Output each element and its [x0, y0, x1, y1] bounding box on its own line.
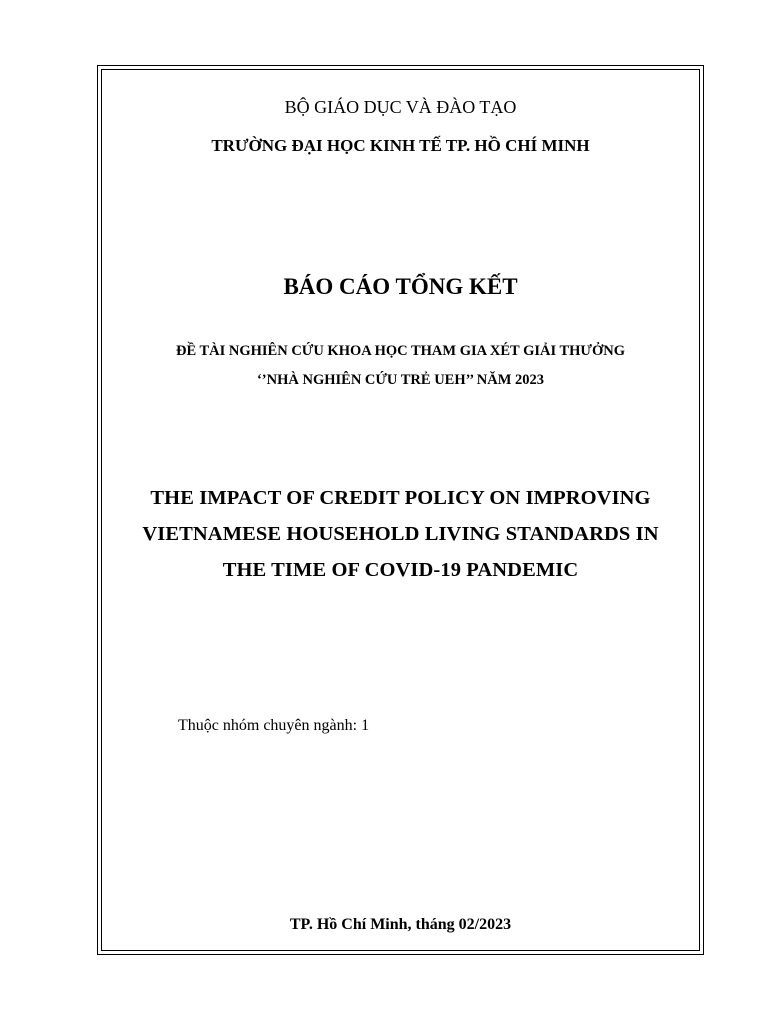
research-title-line-2: VIETNAMESE HOUSEHOLD LIVING STANDARDS IN: [142, 523, 659, 545]
research-title: [101, 480, 700, 588]
subtitle-line-2: ‘’NHÀ NGHIÊN CỨU TRẺ UEH’’ NĂM 2023: [256, 372, 545, 388]
report-subtitle: [101, 337, 700, 395]
specialty-group: Thuộc nhóm chuyên ngành: 1: [178, 717, 370, 734]
ministry-name: BỘ GIÁO DỤC VÀ ĐÀO TẠO: [284, 97, 517, 117]
report-title: BÁO CÁO TỔNG KẾT: [283, 274, 518, 299]
research-title-line-1: THE IMPACT OF CREDIT POLICY ON IMPROVING: [150, 487, 651, 509]
place-date: TP. Hồ Chí Minh, tháng 02/2023: [289, 916, 512, 933]
subtitle-line-1: ĐỀ TÀI NGHIÊN CỨU KHOA HỌC THAM GIA XÉT GIẢI THƯỞNG: [175, 343, 626, 359]
university-name: TRƯỜNG ĐẠI HỌC KINH TẾ TP. HỒ CHÍ MINH: [211, 136, 590, 155]
research-title-line-3: THE TIME OF COVID-19 PANDEMIC: [222, 559, 579, 581]
